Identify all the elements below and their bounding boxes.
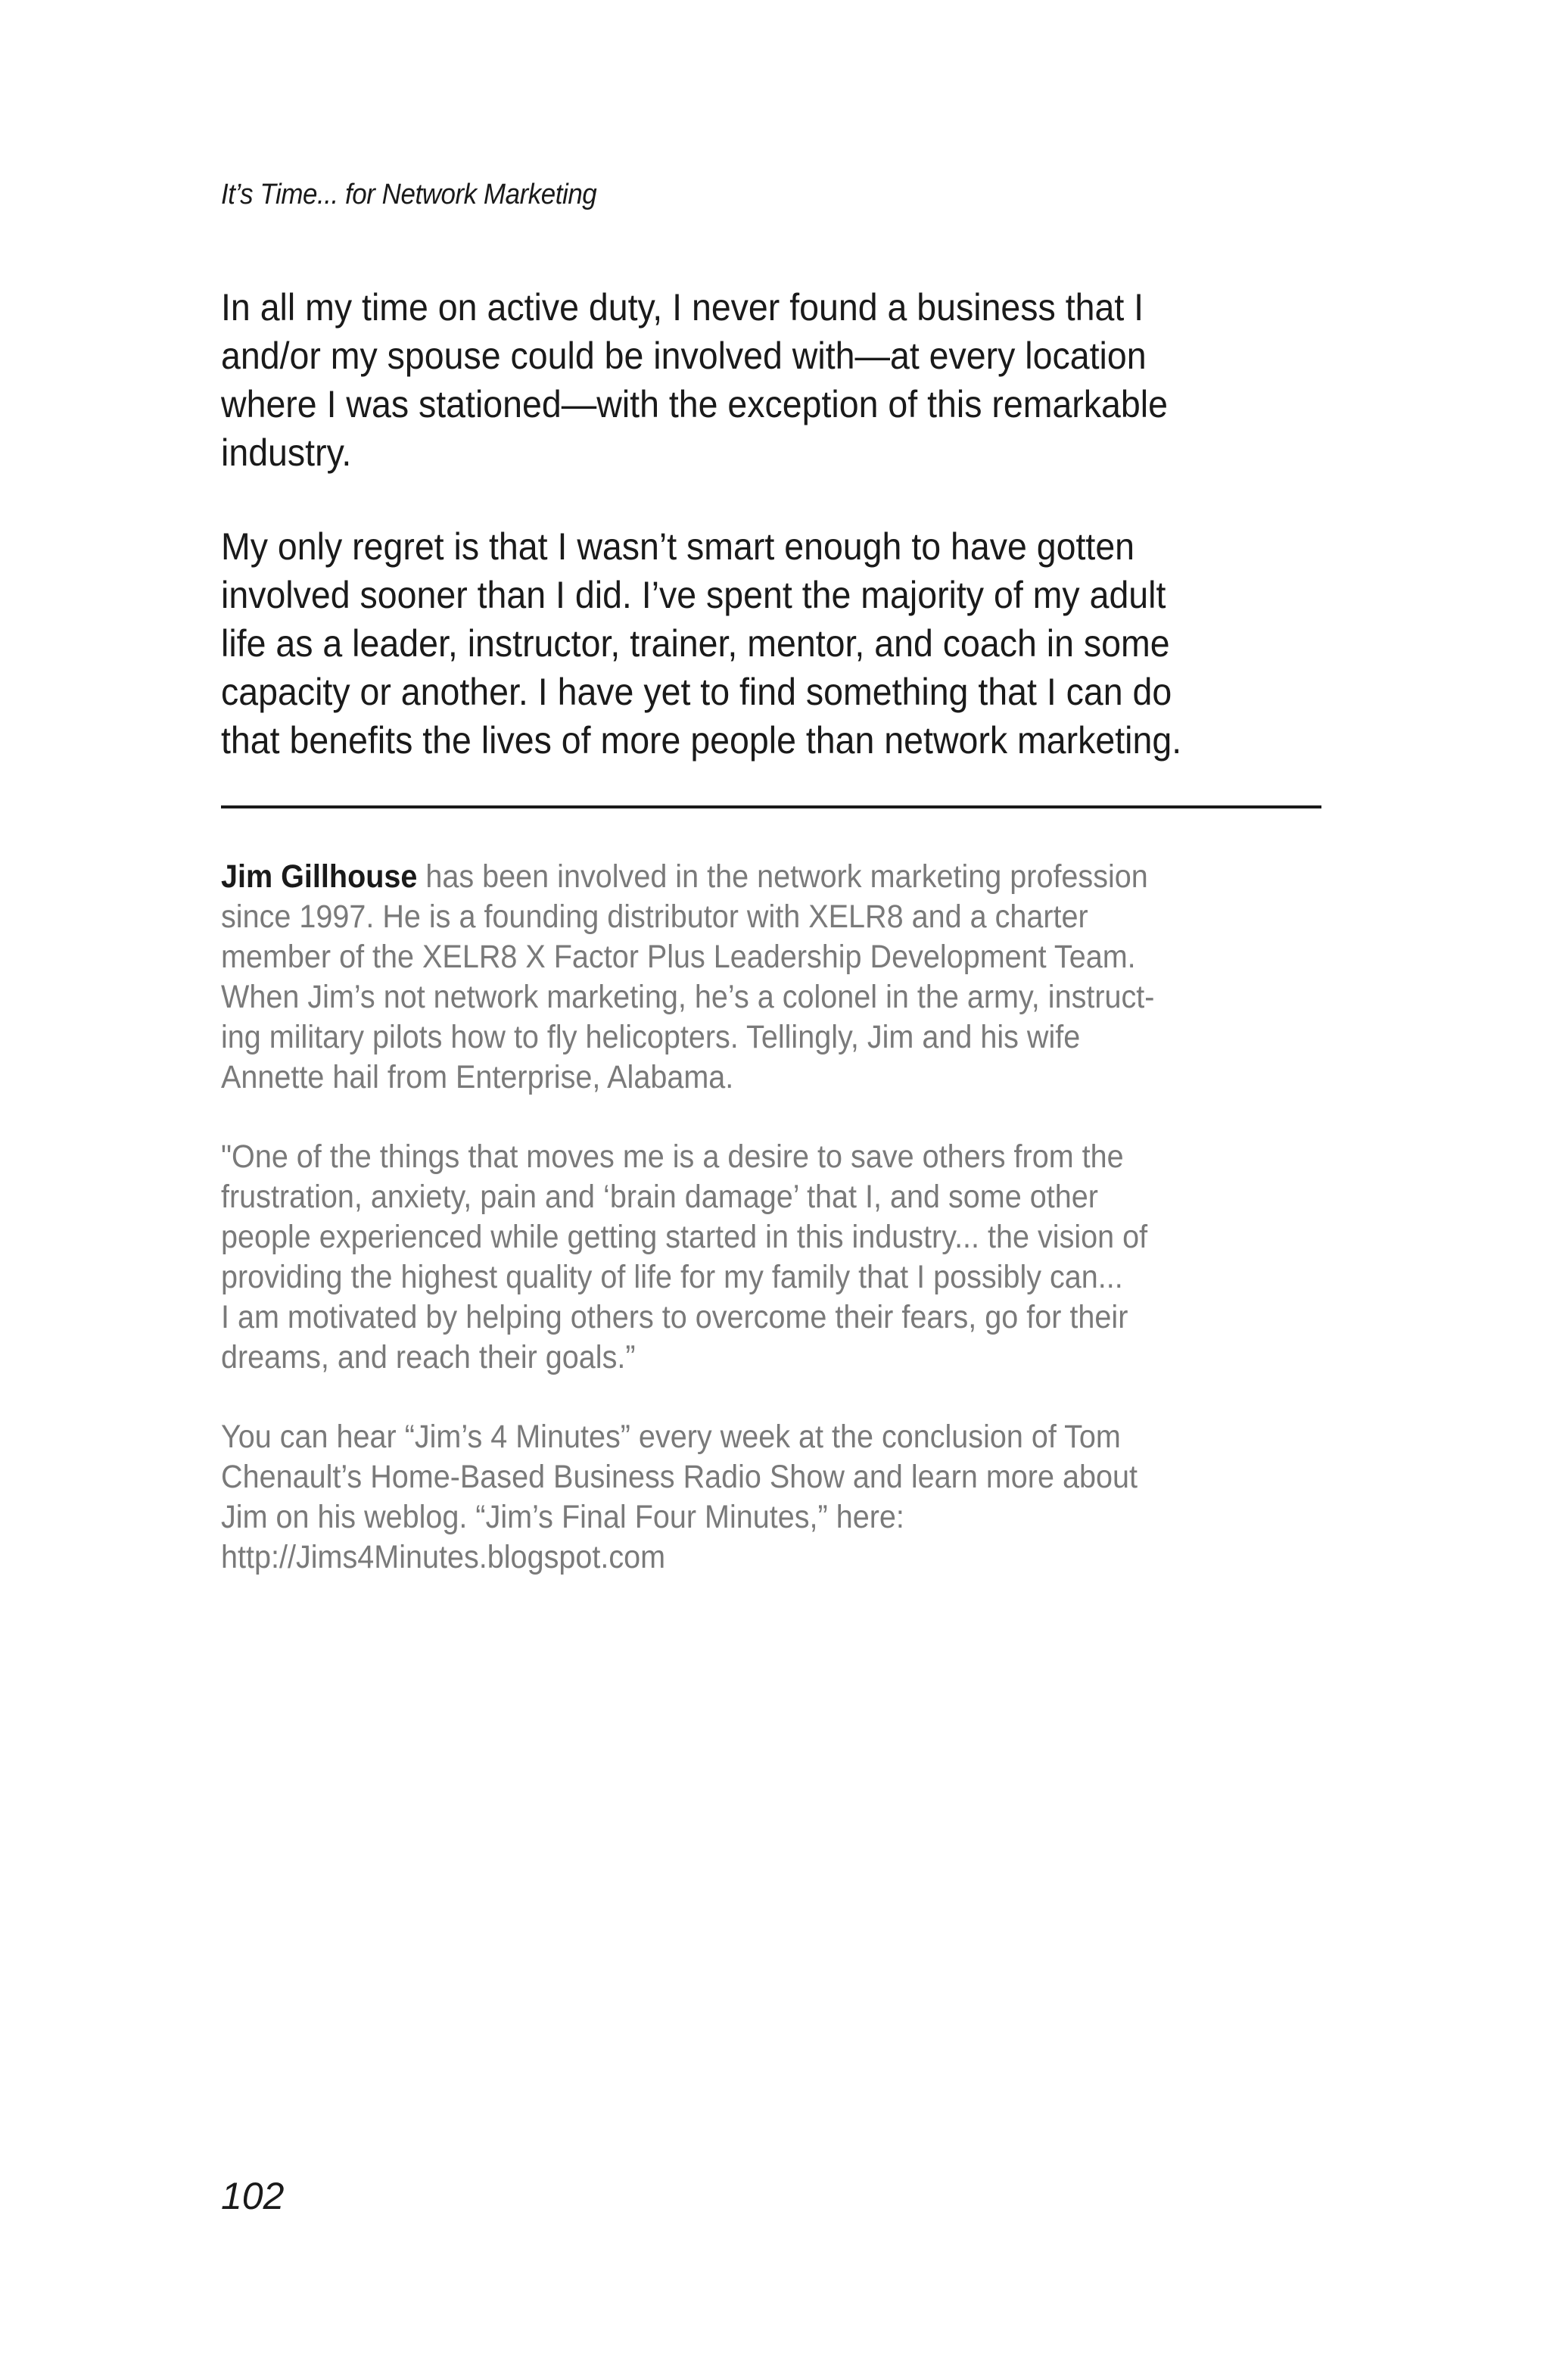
body-paragraph-1 (221, 283, 1277, 477)
text-line: that benefits the lives of more people than network marketing. (221, 719, 1182, 762)
text-line: dreams, and reach their goals.” (221, 1339, 636, 1375)
bio-paragraph-3 (221, 1417, 1293, 1578)
text-line: My only regret is that I wasn’t smart enough to have gotten (221, 525, 1135, 568)
bio-quote-paragraph (221, 1137, 1293, 1378)
text-line: industry. (221, 431, 352, 474)
section-divider (221, 805, 1321, 808)
text-line: Jim on his weblog. “Jim’s Final Four Minutes,” here: (221, 1499, 904, 1535)
text-line: ing military pilots how to fly helicopters. Tellingly, Jim and his wife (221, 1019, 1081, 1055)
text-fragment: has been involved in the network marketing profession (417, 858, 1148, 895)
running-head-title: It’s Time... for Network Marketing (221, 179, 597, 210)
text-line: and/or my spouse could be involved with—at every location (221, 335, 1147, 377)
text-line: member of the XELR8 X Factor Plus Leadership Development Team. (221, 939, 1136, 975)
text-line: In all my time on active duty, I never found a business that I (221, 286, 1144, 329)
text-line: "One of the things that moves me is a desire to save others from the (221, 1139, 1124, 1175)
text-line: where I was stationed—with the exception of this remarkable (221, 383, 1168, 425)
author-name: Jim Gillhouse (221, 858, 418, 895)
text-line (221, 857, 1293, 897)
text-line: people experienced while getting started in this industry... the vision of (221, 1219, 1148, 1255)
text-line: providing the highest quality of life for my family that I possibly can... (221, 1259, 1123, 1295)
text-line: frustration, anxiety, pain and ‘brain damage’ that I, and some other (221, 1179, 1098, 1215)
body-paragraph-2 (221, 522, 1277, 765)
text-line: Chenault’s Home-Based Business Radio Show and learn more about (221, 1459, 1138, 1495)
text-line: capacity or another. I have yet to find something that I can do (221, 671, 1172, 713)
blog-url: http://Jims4Minutes.blogspot.com (221, 1539, 666, 1575)
bio-paragraph-1 (221, 857, 1293, 1098)
text-line: involved sooner than I did. I’ve spent the majority of my adult (221, 574, 1166, 616)
text-line: When Jim’s not network marketing, he’s a colonel in the army, instruct- (221, 979, 1155, 1015)
text-line: Annette hail from Enterprise, Alabama. (221, 1059, 734, 1095)
page-number: 102 (221, 2175, 285, 2217)
text-line: I am motivated by helping others to overcome their fears, go for their (221, 1299, 1128, 1335)
text-line: since 1997. He is a founding distributor with XELR8 and a charter (221, 899, 1088, 935)
text-line: life as a leader, instructor, trainer, mentor, and coach in some (221, 622, 1170, 665)
text-line: You can hear “Jim’s 4 Minutes” every week at the conclusion of Tom (221, 1419, 1121, 1455)
